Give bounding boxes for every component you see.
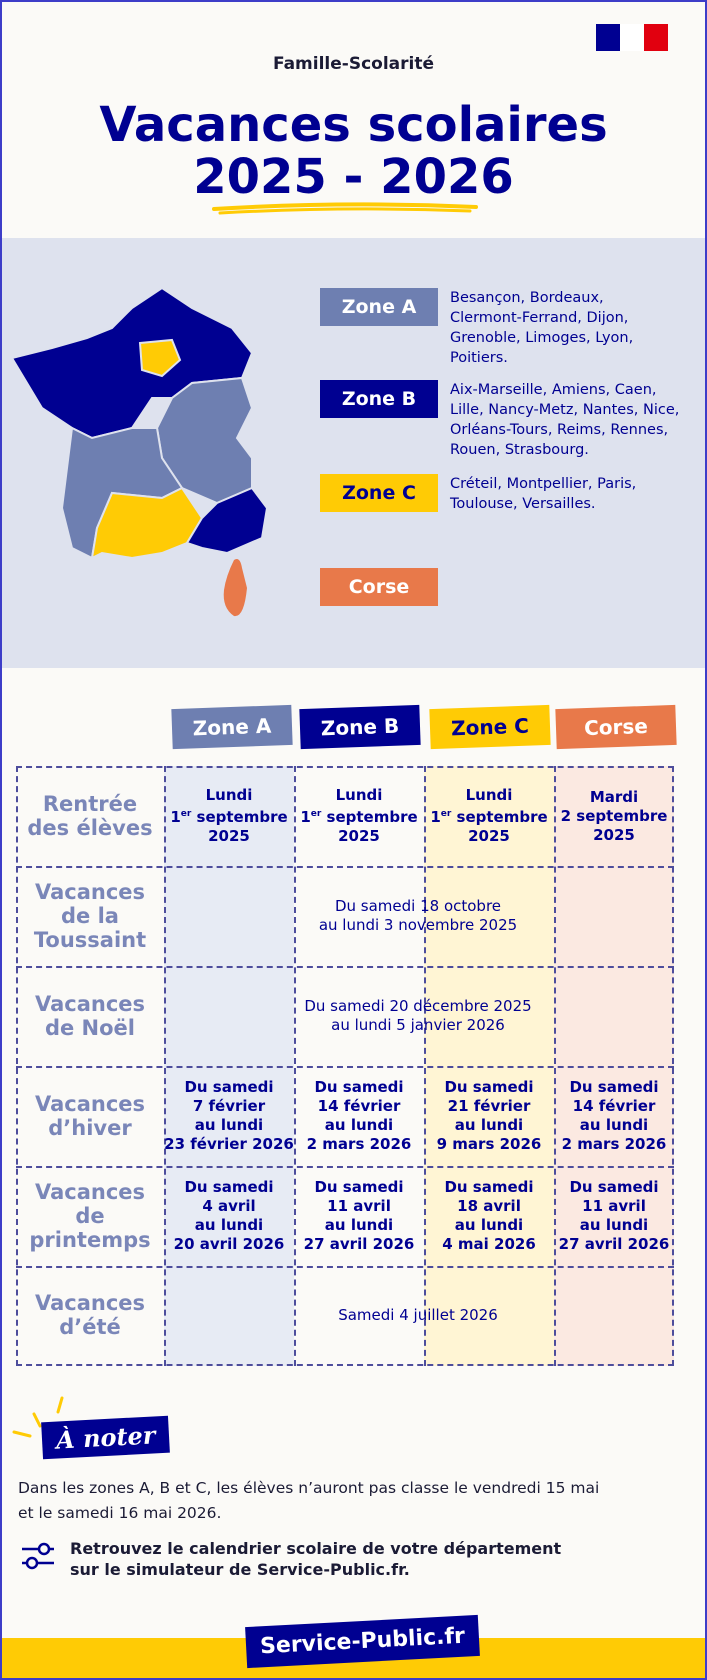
- ete-all-zones: Samedi 4 juillet 2026: [338, 1305, 498, 1324]
- hiver-zone-a: Du samedi 7 février au lundi 23 février 2026: [164, 1078, 294, 1153]
- holiday-table: [16, 766, 674, 1366]
- rentree-zone-c: Lundi 1er septembre 2025: [430, 786, 548, 845]
- legend-zone-c: [320, 474, 680, 514]
- row-label-rentree: Rentrée des élèves: [27, 792, 153, 840]
- rentree-zone-b: Lundi 1er septembre 2025: [300, 786, 418, 845]
- hiver-zone-b: Du samedi 14 février au lundi 2 mars 2026: [306, 1078, 412, 1153]
- page-title: [2, 99, 705, 203]
- note-badge: À noter: [41, 1416, 170, 1460]
- section-title: Famille-Scolarité: [272, 54, 435, 74]
- legend-corse-label: Corse: [320, 568, 438, 606]
- row-label-printemps: Vacances de printemps: [29, 1180, 151, 1252]
- title-line-1: Vacances scolaires: [99, 97, 608, 153]
- simulator-link[interactable]: Retrouvez le calendrier scolaire de votre département sur le simulateur de Service-Public.fr.: [70, 1539, 562, 1579]
- hiver-corse: Du samedi 14 février au lundi 2 mars 2026: [561, 1078, 667, 1153]
- service-public-logo: Service-Public.fr: [245, 1615, 480, 1668]
- title-line-2: 2025 - 2026: [193, 149, 514, 205]
- legend-zone-c-cities: Créteil, Montpellier, Paris, Toulouse, Versailles.: [450, 476, 637, 512]
- legend-zone-c-label: Zone C: [320, 474, 438, 512]
- row-label-hiver: Vacances d’hiver: [34, 1092, 146, 1140]
- row-label-toussaint: Vacances de la Toussaint: [33, 880, 147, 952]
- column-header-zone-a: Zone A: [171, 705, 292, 749]
- hiver-zone-c: Du samedi 21 février au lundi 9 mars 2026: [436, 1078, 542, 1153]
- printemps-zone-b: Du samedi 11 avril au lundi 27 avril 2026: [303, 1178, 415, 1253]
- title-underline-decoration: [210, 202, 480, 216]
- column-header-zone-c: Zone C: [429, 705, 550, 749]
- republic-flag-logo: [596, 24, 668, 51]
- noel-all-zones: Du samedi 20 décembre 2025 au lundi 5 janvier 2026: [304, 997, 532, 1034]
- column-header-zone-b: Zone B: [299, 705, 420, 749]
- legend-corse: [320, 568, 438, 606]
- note-text: Dans les zones A, B et C, les élèves n’auront pas classe le vendredi 15 mai et le samedi 16 mai 2026.: [18, 1479, 600, 1522]
- legend-zone-b-label: Zone B: [320, 380, 438, 418]
- legend-zone-b: [320, 380, 680, 460]
- toussaint-all-zones: Du samedi 18 octobre au lundi 3 novembre 2025: [318, 897, 518, 934]
- france-zones-map: [12, 288, 282, 618]
- map-region-corse: [224, 559, 247, 616]
- legend-zone-a-label: Zone A: [320, 288, 438, 326]
- zones-map-section: [2, 238, 705, 668]
- printemps-corse: Du samedi 11 avril au lundi 27 avril 2026: [558, 1178, 670, 1253]
- sliders-icon: [20, 1539, 56, 1575]
- legend-zone-a: [320, 288, 680, 368]
- printemps-zone-a: Du samedi 4 avril au lundi 20 avril 2026: [173, 1178, 285, 1253]
- row-label-ete: Vacances d’été: [34, 1291, 146, 1339]
- printemps-zone-c: Du samedi 18 avril au lundi 4 mai 2026: [442, 1178, 536, 1253]
- rentree-zone-a: Lundi 1er septembre 2025: [170, 786, 288, 845]
- row-label-noel: Vacances de Noël: [34, 992, 146, 1040]
- legend-zone-a-cities: Besançon, Bordeaux, Clermont-Ferrand, Dijon, Grenoble, Limoges, Lyon, Poitiers.: [450, 290, 634, 366]
- column-header-corse: Corse: [555, 705, 676, 749]
- grid-line: [16, 1364, 674, 1366]
- rentree-corse: Mardi 2 septembre 2025: [560, 787, 668, 844]
- legend-zone-b-cities: Aix-Marseille, Amiens, Caen, Lille, Nancy-Metz, Nantes, Nice, Orléans-Tours, Reims, Rennes, Rouen, Strasbourg.: [450, 382, 680, 458]
